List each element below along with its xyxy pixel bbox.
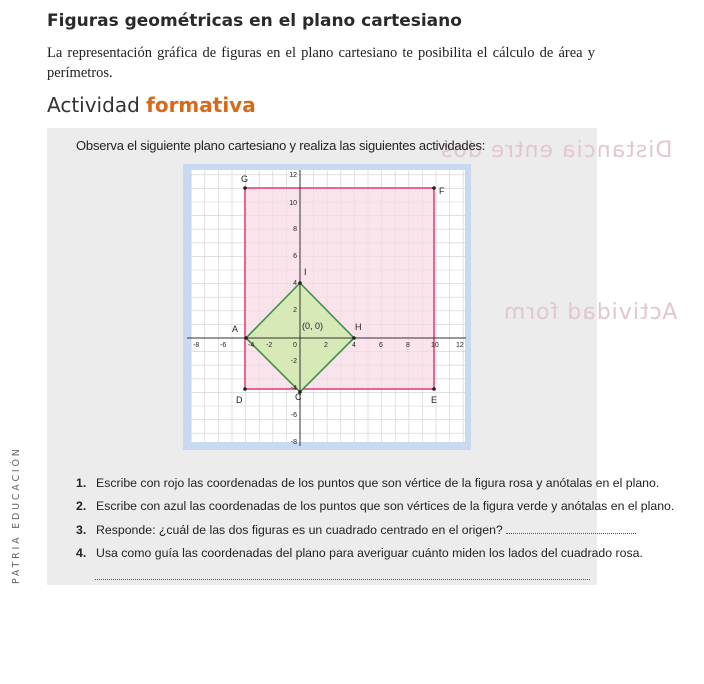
activity-label-strong: formativa bbox=[146, 93, 256, 117]
label-e: E bbox=[431, 395, 438, 405]
label-i: I bbox=[304, 267, 307, 277]
task-text: Escribe con rojo las coordenadas de los puntos que son vértice de la figura rosa y anótalas en el plano. bbox=[96, 476, 660, 490]
x-tick: -4 bbox=[248, 342, 255, 349]
label-g: G bbox=[241, 174, 249, 184]
y-tick: 4 bbox=[293, 280, 297, 287]
answer-line-4[interactable] bbox=[95, 579, 590, 580]
ghost-bleed-text-2: Actividad form bbox=[503, 300, 678, 325]
label-h: H bbox=[355, 322, 362, 332]
page-title: Figuras geométricas en el plano cartesiano bbox=[47, 11, 462, 31]
task-number: 2. bbox=[76, 499, 87, 513]
task-text: Responde: ¿cuál de las dos figuras es un cuadrado centrado en el origen? bbox=[96, 523, 503, 537]
y-tick: 6 bbox=[293, 253, 297, 260]
y-tick: -6 bbox=[290, 412, 297, 419]
point-g bbox=[243, 186, 247, 190]
task-number: 4. bbox=[76, 546, 87, 560]
answer-line-3[interactable] bbox=[506, 523, 636, 534]
point-a bbox=[244, 336, 248, 340]
ghost-bleed-text: Distancia entre dos bbox=[440, 138, 673, 163]
x-tick: 4 bbox=[352, 342, 356, 349]
y-tick: 8 bbox=[293, 226, 297, 233]
point-d bbox=[243, 387, 247, 391]
label-c: C bbox=[295, 392, 302, 402]
cartesian-plane bbox=[183, 160, 471, 450]
x-tick: 8 bbox=[406, 342, 410, 349]
x-tick: 0 bbox=[293, 342, 297, 349]
point-e bbox=[432, 387, 436, 391]
point-h bbox=[352, 336, 356, 340]
point-f bbox=[432, 186, 436, 190]
x-tick: 6 bbox=[379, 342, 383, 349]
task-2 bbox=[76, 499, 674, 513]
task-3 bbox=[76, 523, 636, 537]
task-text: Usa como guía las coordenadas del plano para averiguar cuánto miden los lados del cuadrado rosa. bbox=[96, 546, 643, 560]
activity-label: Actividad bbox=[47, 93, 140, 117]
label-d: D bbox=[236, 395, 243, 405]
task-1 bbox=[76, 476, 659, 490]
label-f: F bbox=[439, 186, 445, 196]
intro-paragraph: La representación gráfica de figuras en el plano cartesiano te posibilita el cálculo de área y perímetros. bbox=[47, 45, 595, 81]
point-b bbox=[298, 281, 302, 285]
publisher-vertical-label: PATRIA EDUCACIÓN bbox=[11, 446, 22, 584]
x-tick: -6 bbox=[220, 342, 227, 349]
task-number: 1. bbox=[76, 476, 87, 490]
y-tick: 2 bbox=[293, 307, 297, 314]
x-tick: -8 bbox=[193, 342, 200, 349]
y-tick: -4 bbox=[290, 385, 297, 392]
task-text: Escribe con azul las coordenadas de los puntos que son vértices de la figura verde y anótalas en el plano. bbox=[96, 499, 675, 513]
x-tick: 10 bbox=[431, 342, 439, 349]
activity-prompt: Observa el siguiente plano cartesiano y realiza las siguientes actividades: bbox=[76, 138, 486, 153]
y-tick: 12 bbox=[289, 172, 297, 179]
y-tick: -2 bbox=[290, 358, 297, 365]
x-tick: 12 bbox=[456, 342, 464, 349]
y-tick: -8 bbox=[290, 439, 297, 446]
task-4 bbox=[76, 546, 643, 560]
y-tick: 10 bbox=[289, 200, 297, 207]
x-tick: 2 bbox=[324, 342, 328, 349]
task-number: 3. bbox=[76, 523, 87, 537]
x-tick: -2 bbox=[266, 342, 273, 349]
activity-heading bbox=[47, 93, 256, 117]
origin-label: (0, 0) bbox=[302, 321, 324, 331]
label-a: A bbox=[232, 324, 239, 334]
